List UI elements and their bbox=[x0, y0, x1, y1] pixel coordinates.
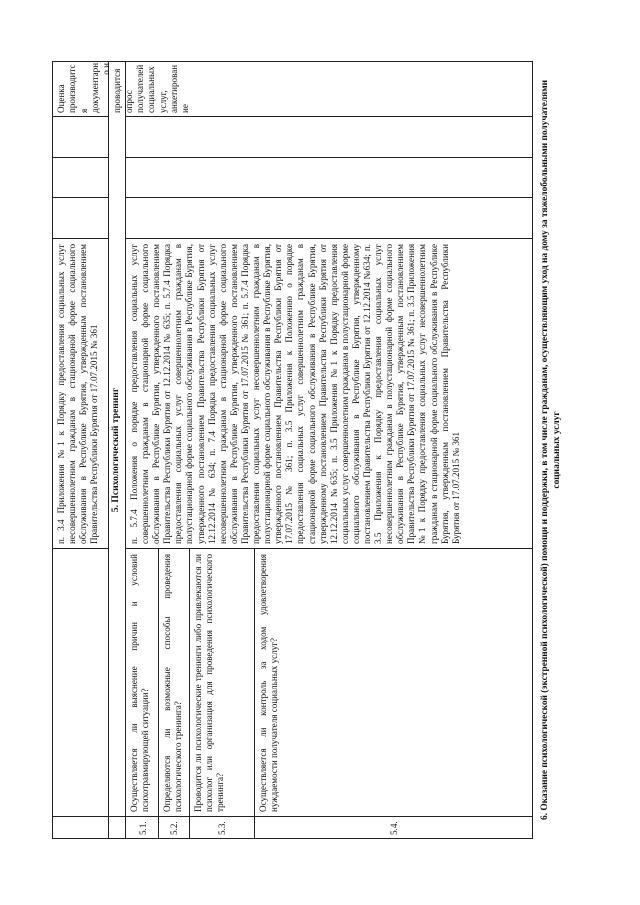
note-line: опрос bbox=[123, 90, 134, 113]
row-divider bbox=[254, 549, 255, 839]
question-text: Определяются ли возможные способы проведения психологического тренинга? bbox=[162, 554, 184, 812]
col-divider bbox=[125, 197, 532, 198]
note-line: анкетирован bbox=[168, 64, 179, 113]
row-divider bbox=[125, 61, 126, 839]
row-number: 5.1. bbox=[138, 821, 148, 835]
col-divider bbox=[125, 548, 532, 549]
col-divider bbox=[52, 157, 108, 158]
note-line: ие bbox=[180, 104, 191, 113]
table-border-bottom bbox=[532, 61, 533, 839]
col-divider bbox=[52, 548, 108, 549]
question-text: Осуществляется ли выяснение причин и условий психотравмирующей ситуации? bbox=[129, 554, 151, 812]
assessment-note bbox=[56, 63, 192, 113]
note-line: производитс bbox=[67, 64, 78, 113]
col-divider bbox=[52, 197, 108, 198]
col-divider bbox=[52, 116, 108, 117]
note-line: документарн bbox=[89, 62, 100, 113]
col-divider bbox=[125, 116, 532, 117]
note-line: получателей bbox=[135, 64, 146, 113]
note-line: Оценка bbox=[56, 84, 66, 113]
row-number: 5.3. bbox=[217, 821, 227, 835]
row-divider bbox=[108, 61, 109, 839]
section-heading: 5. Психологический тренинг bbox=[110, 387, 121, 513]
note-line: услуг, bbox=[157, 90, 168, 113]
question-text: Осуществляется ли контроль за ходом удовлетворения нуждаемости получателя социальных услуг? bbox=[258, 554, 280, 812]
row-divider bbox=[158, 549, 159, 839]
row-number: 5.4. bbox=[389, 821, 399, 835]
question-text: Проводится ли психологические тренинги либо привлекаются ли психолог или организация для проведения психологического тренинга? bbox=[193, 554, 226, 812]
legal-reference-top: п. 3.4 Приложения №1 к Порядку предоставления социальных услуг несовершеннолетним гражданам в стационарной форме социального обслуживания в Республике Бурятия, утвержденным постановлением Правительства Республики Бурятия от 17.07.2015 № 361 bbox=[56, 244, 100, 544]
col-divider bbox=[125, 157, 532, 158]
note-line: социальных bbox=[146, 66, 157, 113]
note-line: я bbox=[78, 108, 89, 113]
table-border-top bbox=[52, 61, 53, 839]
note-line: о и bbox=[101, 63, 112, 75]
col-divider bbox=[52, 238, 108, 239]
col-divider bbox=[52, 816, 532, 817]
note-line: проводится bbox=[112, 68, 123, 113]
checklist-table bbox=[52, 61, 597, 839]
table-border-right bbox=[52, 61, 532, 62]
legal-reference-section5: п. 5.7.4 Положения о порядке предоставления социальных услуг совершеннолетним гражданам в стационарной форме социального обслуживания в Республике Бурятия, утвержденного постановлением Правительства Республики Бурятия от 12.12.2014 № 635; п. 5.7.4 Порядка предоставления социальных услуг совершеннолетним гражданам в полустационарной форме социального обслуживания в Республике Бурятия, утвержденного постановлением Правительства Республики Бурятия от 12.12.2014 № 634; п. 7.4 Порядка предоставления социальных услуг несовершеннолетним гражданам в стационарной форме социального обслуживания в Республике Бурятия, утвержденного постановлением Правительства Республики Бурятия от 17.07.2015 № 361; п. 5.7.4 Порядка предоставления социальных услуг несовершеннолетним гражданам в полустационарной форме социального обслуживания в Республике Бурятия, утвержденного постановлением Правительства Республики Бурятия от 17.07.2015 № 361; п. 3.5 Приложения к Положению о порядке предоставления социальных услуг совершеннолетним гражданам в стационарной форме социального обслуживания в Республике Бурятия, утвержденному постановлением Правительства Республики Бурятия от 12.12.2014 №635; п. 3.5 Приложения №1 к Порядку предоставления социальных услуг совершеннолетним гражданам в полустационарной форме социального обслуживания в Республике Бурятия, утвержденному постановлением Правительства Республики Бурятия от 12.12.2014 №634; п. 3.5 Приложения к Порядку предоставления социальных услуг несовершеннолетним гражданам в полустационарной форме социального обслуживания в Республике Бурятия, утвержденным постановлением Правительства Республики Бурятия от 17.07.2015 № 361; п. 3.5 Приложения №1 к Порядку предоставления социальных услуг несовершеннолетним гражданам в стационарной форме социального обслуживания в Республике Бурятия, утвержденным постановлением Правительства Республики Бурятия от 17.07.2015 № 361 bbox=[129, 244, 461, 544]
row-divider bbox=[189, 549, 190, 839]
table-border-left bbox=[52, 838, 532, 839]
col-divider bbox=[125, 238, 532, 239]
section-6-title: 6. Оказание психологической (экстренной психологической) помощи и поддержки, в том числе гражданам, осуществляющим уход на дому за тяжелобольными получателями социальных услуг bbox=[540, 80, 562, 820]
row-number: 5.2. bbox=[169, 821, 179, 835]
